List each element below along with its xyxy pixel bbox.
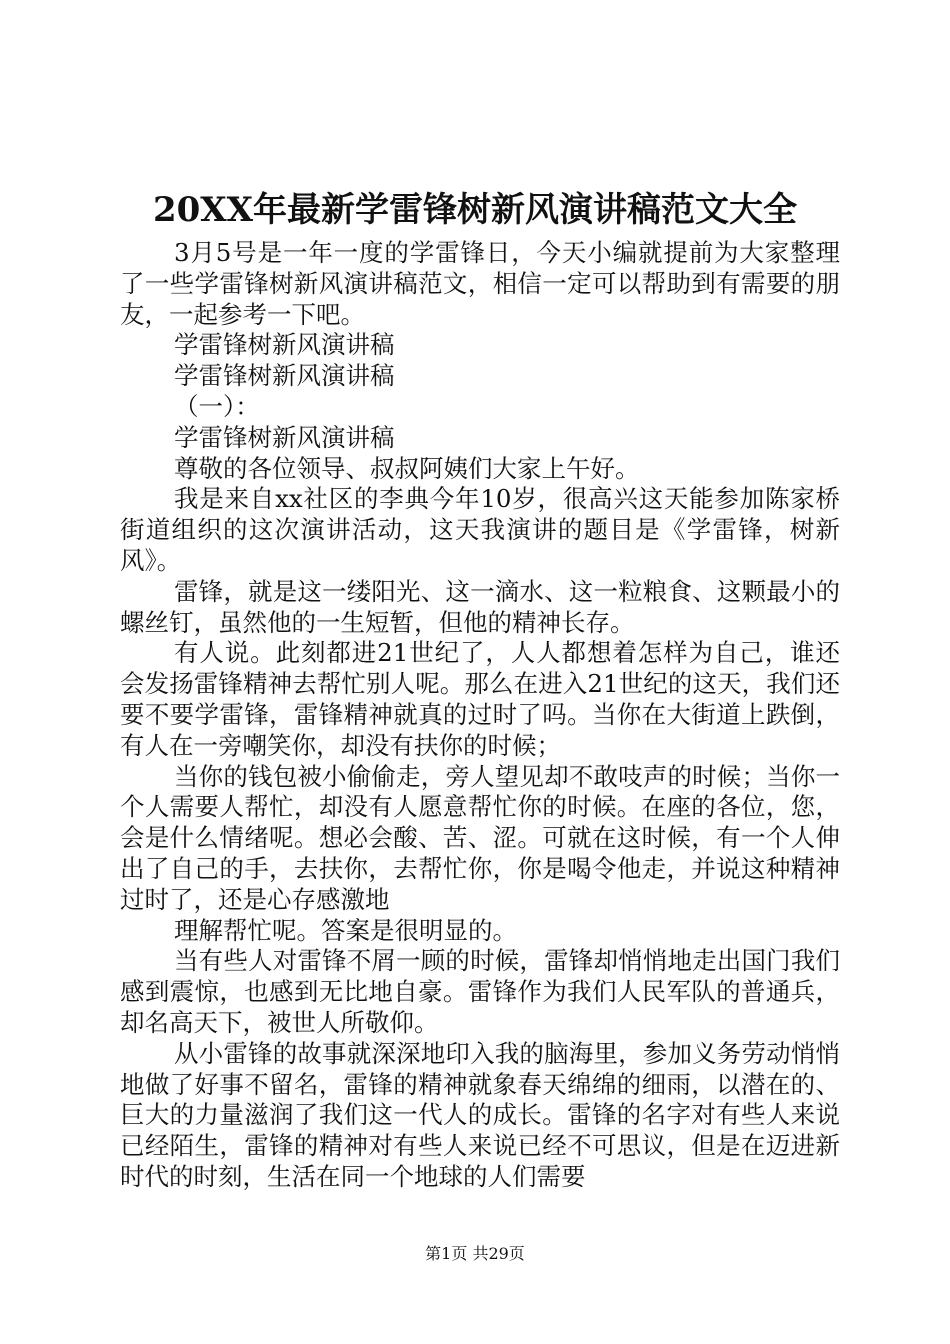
section-number: （一）： bbox=[174, 391, 260, 421]
greeting-paragraph: 尊敬的各位领导、叔叔阿姨们大家上午好。 bbox=[174, 453, 640, 483]
intro-paragraph: 3月5号是一年一度的学雷锋日，今天小编就提前为大家整理了一些学雷锋树新风演讲稿范文，相信一定可以帮助到有需要的朋友，一起参考一下吧。 bbox=[120, 238, 840, 329]
body-paragraph: 雷锋，就是这一缕阳光、这一滴水、这一粒粮食、这颗最小的螺丝钉，虽然他的一生短暂，但他的精神长存。 bbox=[120, 576, 840, 637]
body-paragraph: 有人说。此刻都进21世纪了，人人都想着怎样为自己，谁还会发扬雷锋精神去帮忙别人呢。那么在进入21世纪的这天，我们还要不要学雷锋，雷锋精神就真的过时了吗。当你在大街道上跌倒，有人在一旁嘲笑你，却没有扶你的时候； bbox=[120, 638, 840, 760]
heading-line: 学雷锋树新风演讲稿 bbox=[174, 361, 395, 391]
document-body bbox=[120, 238, 840, 1193]
page-footer: 第1页 共29页 bbox=[425, 1244, 525, 1263]
body-paragraph: 当有些人对雷锋不屑一顾的时候，雷锋却悄悄地走出国门我们感到震惊，也感到无比地自豪。雷锋作为我们人民军队的普通兵，却名高天下，被世人所敬仰。 bbox=[120, 946, 840, 1037]
document-title: 20XX年最新学雷锋树新风演讲稿范文大全 bbox=[152, 190, 798, 230]
heading-line: 学雷锋树新风演讲稿 bbox=[174, 422, 395, 452]
body-paragraph: 理解帮忙呢。答案是很明显的。 bbox=[174, 915, 517, 945]
heading-line: 学雷锋树新风演讲稿 bbox=[174, 330, 395, 360]
body-paragraph: 从小雷锋的故事就深深地印入我的脑海里，参加义务劳动悄悄地做了好事不留名，雷锋的精神就象春天绵绵的细雨，以潜在的、巨大的力量滋润了我们这一代人的成长。雷锋的名字对有些人来说已经陌生，雷锋的精神对有些人来说已经不可思议，但是在迈进新时代的时刻，生活在同一个地球的人们需要 bbox=[120, 1038, 840, 1191]
body-paragraph: 我是来自xx社区的李典今年10岁，很高兴这天能参加陈家桥街道组织的这次演讲活动，这天我演讲的题目是《学雷锋，树新风》。 bbox=[120, 484, 840, 575]
body-paragraph: 当你的钱包被小偷偷走，旁人望见却不敢吱声的时候；当你一个人需要人帮忙，却没有人愿意帮忙你的时候。在座的各位，您，会是什么情绪呢。想必会酸、苦、涩。可就在这时候，有一个人伸出了自己的手，去扶你，去帮忙你，你是喝令他走，并说这种精神过时了，还是心存感激地 bbox=[120, 761, 840, 914]
